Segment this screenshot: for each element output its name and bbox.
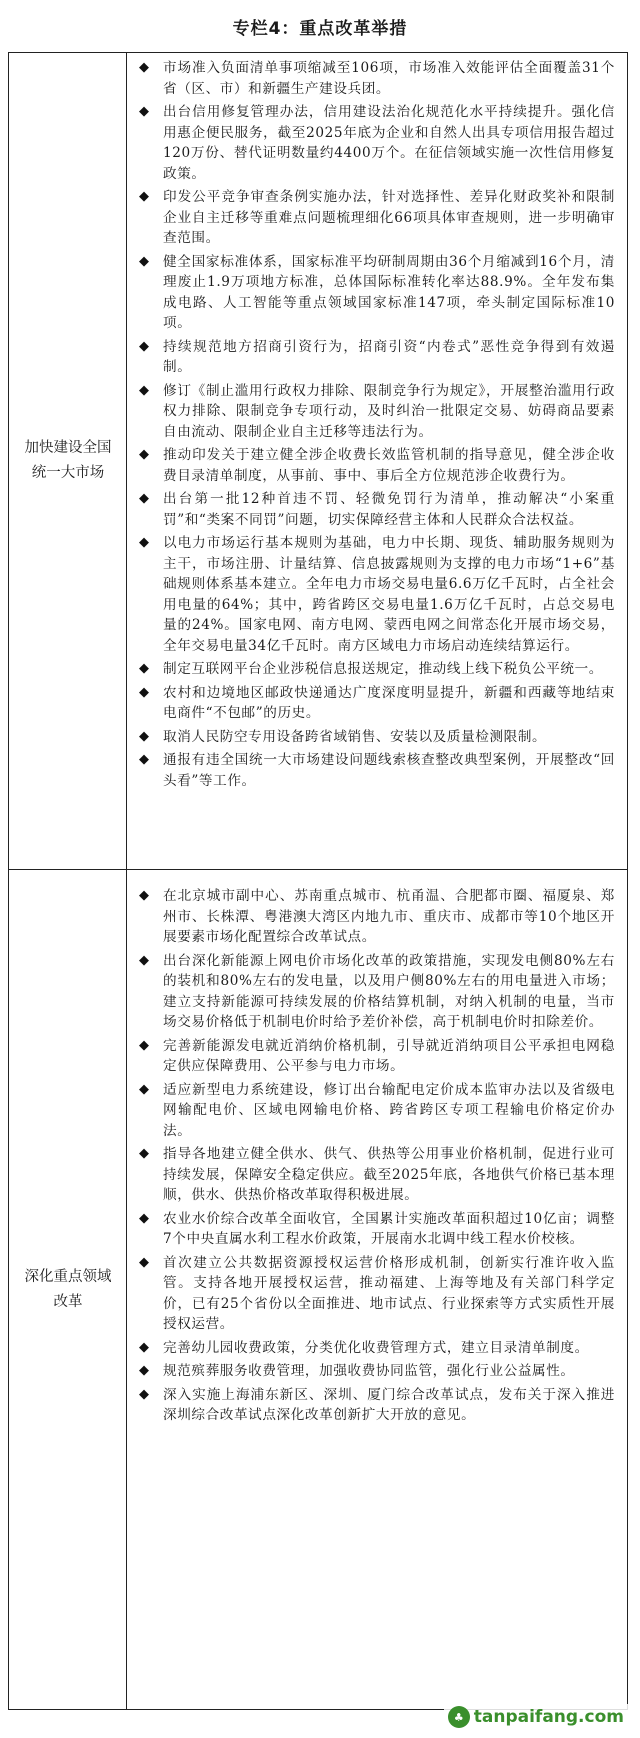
items-cell bbox=[127, 53, 628, 870]
item-text: 完善幼儿园收费政策，分类优化收费管理方式，建立目录清单制度。 bbox=[163, 1339, 589, 1356]
item-text: 完善新能源发电就近消纳价格机制，引导就近消纳项目公平承担电网稳定供应保障费用、公平参与电力市场。 bbox=[163, 1037, 615, 1074]
list-item bbox=[135, 533, 615, 656]
section-row-key-areas bbox=[9, 870, 628, 1710]
item-text: 印发公平竞争审查条例实施办法，针对选择性、差异化财政奖补和限制企业自主迁移等重难点问题梳理细化66项具体审查规则，进一步明确审查范围。 bbox=[163, 189, 615, 246]
list-item bbox=[135, 1385, 615, 1426]
list-item bbox=[135, 58, 615, 99]
category-cell bbox=[9, 870, 127, 1710]
diamond-bullet-icon: ◆ bbox=[139, 104, 150, 119]
item-text: 取消人民防空专用设备跨省域销售、安装以及质量检测限制。 bbox=[163, 728, 547, 745]
diamond-bullet-icon: ◆ bbox=[139, 1210, 150, 1226]
diamond-bullet-icon: ◆ bbox=[139, 1037, 150, 1053]
diamond-bullet-icon: ◆ bbox=[139, 447, 150, 462]
category-label: 深化重点领域改革 bbox=[24, 1268, 112, 1310]
item-text: 推动印发关于建立健全涉企收费长效监管机制的指导意见，健全涉企收费目录清单制度，从事前、事中、事后全方位规范涉企收费行为。 bbox=[163, 447, 615, 484]
diamond-bullet-icon: ◆ bbox=[139, 728, 150, 744]
list-item bbox=[135, 727, 615, 748]
diamond-bullet-icon: ◆ bbox=[139, 888, 150, 903]
diamond-bullet-icon: ◆ bbox=[139, 684, 150, 700]
diamond-bullet-icon: ◆ bbox=[139, 491, 150, 506]
item-text: 规范殡葬服务收费管理，加强收费协同监管，强化行业公益属性。 bbox=[163, 1363, 575, 1379]
diamond-bullet-icon: ◆ bbox=[139, 60, 150, 75]
list-item bbox=[135, 1361, 615, 1382]
watermark bbox=[444, 1704, 628, 1730]
diamond-bullet-icon: ◆ bbox=[139, 382, 150, 398]
diamond-bullet-icon: ◆ bbox=[139, 1146, 150, 1161]
item-list bbox=[135, 886, 615, 1426]
list-item bbox=[135, 1253, 615, 1335]
list-item bbox=[135, 951, 615, 1033]
list-item bbox=[135, 489, 615, 530]
items-cell bbox=[127, 870, 628, 1710]
diamond-bullet-icon: ◆ bbox=[139, 952, 150, 968]
diamond-bullet-icon: ◆ bbox=[139, 1254, 150, 1270]
item-text: 持续规范地方招商引资行为，招商引资“内卷式”恶性竞争得到有效遏制。 bbox=[163, 338, 615, 375]
item-text: 适应新型电力系统建设，修订出台输配电定价成本监审办法以及省级电网输配电价、区域电网输电价格、跨省跨区专项工程输电价格定价办法。 bbox=[163, 1081, 615, 1139]
page-title: 专栏4：重点改革举措 bbox=[232, 19, 408, 39]
diamond-bullet-icon: ◆ bbox=[139, 1081, 150, 1097]
list-item bbox=[135, 187, 615, 249]
list-item bbox=[135, 381, 615, 443]
watermark-text: tanpaifang.com bbox=[473, 1707, 624, 1727]
item-text: 以电力市场运行基本规则为基础，电力中长期、现货、辅助服务规则为主干，市场注册、计量结算、信息披露规则为支撑的电力市场“1+6”基础规则体系基本建立。全年电力市场交易电量6.6万亿千瓦时，占全社会用电量的64%；其中，跨省跨区交易电量1.6万亿千瓦时，占总交易电量的24%。国家电网、南方电网、蒙西电网之间常态化开展市场交易，全年交易电量34亿千瓦时。南方区域电力市场启动连续结算运行。 bbox=[163, 535, 615, 654]
diamond-bullet-icon: ◆ bbox=[139, 189, 150, 204]
item-text: 指导各地建立健全供水、供气、供热等公用事业价格机制，促进行业可持续发展，保障安全稳定供应。截至2025年底，各地供气价格已基本理顺，供水、供热价格改革取得积极进展。 bbox=[163, 1146, 615, 1203]
list-item bbox=[135, 102, 615, 184]
category-cell bbox=[9, 53, 127, 870]
diamond-bullet-icon: ◆ bbox=[139, 338, 150, 354]
list-item bbox=[135, 1338, 615, 1359]
diamond-bullet-icon: ◆ bbox=[139, 1386, 150, 1402]
tanpaifang-logo-icon: ♣ bbox=[448, 1706, 470, 1728]
list-item bbox=[135, 1080, 615, 1142]
item-text: 通报有违全国统一大市场建设问题线索核查整改典型案例，开展整改“回头看”等工作。 bbox=[163, 752, 615, 789]
diamond-bullet-icon: ◆ bbox=[139, 752, 150, 767]
item-text: 出台信用修复管理办法，信用建设法治化规范化水平持续提升。强化信用惠企便民服务，截至2025年底为企业和自然人出具专项信用报告超过120万份、替代证明数量约4400万个。在征信领域实施一次性信用修复政策。 bbox=[163, 104, 615, 182]
section-row-unified-market bbox=[9, 53, 628, 870]
list-item bbox=[135, 886, 615, 948]
diamond-bullet-icon: ◆ bbox=[139, 1339, 150, 1355]
list-item bbox=[135, 1036, 615, 1077]
item-list bbox=[135, 58, 615, 791]
list-item bbox=[135, 683, 615, 724]
list-item bbox=[135, 750, 615, 791]
category-label: 加快建设全国统一大市场 bbox=[24, 440, 112, 481]
list-item bbox=[135, 659, 615, 680]
diamond-bullet-icon: ◆ bbox=[139, 253, 150, 269]
item-text: 出台深化新能源上网电价市场化改革的政策措施，实现发电侧80%左右的装机和80%左右的发电量，以及用户侧80%左右的用电量进入市场；建立支持新能源可持续发展的价格结算机制，对纳入机制的电量，当市场交易价格低于机制电价时给予差价补偿，高于机制电价时扣除差价。 bbox=[163, 952, 615, 1030]
item-text: 在北京城市副中心、苏南重点城市、杭甬温、合肥都市圈、福厦泉、郑州市、长株潭、粤港澳大湾区内地九市、重庆市、成都市等10个地区开展要素市场化配置综合改革试点。 bbox=[163, 888, 615, 945]
list-item bbox=[135, 252, 615, 334]
item-text: 制定互联网平台企业涉税信息报送规定，推动线上线下税负公平统一。 bbox=[163, 661, 604, 677]
item-text: 健全国家标准体系，国家标准平均研制周期由36个月缩减到16个月，清理废止1.9万项地方标准，总体国际标准转化率达88.9%。全年发布集成电路、人工智能等重点领域国家标准147项，牵头制定国际标准10项。 bbox=[163, 253, 615, 331]
diamond-bullet-icon: ◆ bbox=[139, 661, 150, 676]
item-text: 深入实施上海浦东新区、深圳、厦门综合改革试点，发布关于深入推进深圳综合改革试点深化改革创新扩大开放的意见。 bbox=[163, 1386, 615, 1423]
list-item bbox=[135, 337, 615, 378]
reform-table bbox=[8, 52, 628, 1710]
item-text: 农村和边境地区邮政快递通达广度深度明显提升，新疆和西藏等地结束电商件“不包邮”的历史。 bbox=[163, 684, 615, 721]
item-text: 修订《制止滥用行政权力排除、限制竞争行为规定》，开展整治滥用行政权力排除、限制竞争专项行动，及时纠治一批限定交易、妨碍商品要素自由流动、限制企业自主迁移等违法行为。 bbox=[163, 382, 615, 440]
list-item bbox=[135, 445, 615, 486]
item-text: 市场准入负面清单事项缩减至106项，市场准入效能评估全面覆盖31个省（区、市）和新疆生产建设兵团。 bbox=[163, 60, 615, 97]
item-text: 农业水价综合改革全面收官，全国累计实施改革面积超过10亿亩；调整7个中央直属水利工程水价政策，开展南水北调中线工程水价校核。 bbox=[163, 1210, 615, 1247]
diamond-bullet-icon: ◆ bbox=[139, 535, 150, 550]
diamond-bullet-icon: ◆ bbox=[139, 1363, 150, 1378]
list-item bbox=[135, 1209, 615, 1250]
list-item bbox=[135, 1144, 615, 1206]
item-text: 出台第一批12种首违不罚、轻微免罚行为清单，推动解决“小案重罚”和“类案不同罚”问题，切实保障经营主体和人民群众合法权益。 bbox=[163, 491, 615, 528]
item-text: 首次建立公共数据资源授权运营价格形成机制，创新实行准许收入监管。支持各地开展授权运营，推动福建、上海等地及有关部门科学定价，已有25个省份以全面推进、地市试点、行业探索等方式实质性开展授权运营。 bbox=[163, 1254, 615, 1332]
